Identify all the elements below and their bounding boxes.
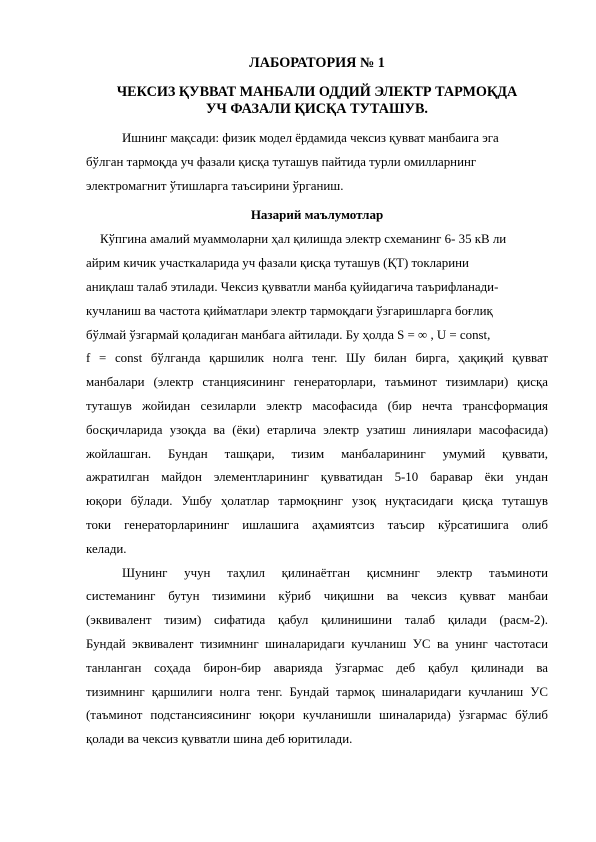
theory-paragraph-3 [86, 562, 548, 752]
lab-number-heading: ЛАБОРАТОРИЯ № 1 [249, 55, 385, 71]
theory-paragraph-1 [86, 228, 548, 347]
paragraph-line: тизимнинг қаршилиги нолга тенг. Бундай тармоқ шиналаридаги кучланиш УС [86, 684, 548, 699]
paragraph-line: токи генераторларининг ишлашига аҳамиятсиз таъсир кўрсатишига олиб [86, 517, 548, 532]
purpose-line: бўлган тармоқда уч фазали қисқа туташув пайтида турли омилларнинг [86, 154, 477, 169]
paragraph-line: аниқлаш талаб этилади. Чексиз қувватли манба қуйидагича таърифланади- [86, 279, 499, 294]
paragraph-line: кучланиш ва частота қийматлари электр тармоқдаги ўзгаришларга боғлиқ [86, 303, 493, 318]
paragraph-line: бўлмай ўзгармай қоладиган манбага айтилади. Бу ҳолда S = ∞ , U = const, [86, 327, 491, 342]
paragraph-line: келади. [86, 541, 127, 556]
paragraph-line: f = const бўлганда қаршилик нолга тенг. Шу билан бирга, ҳақиқий қувват [86, 351, 548, 366]
paragraph-line: айрим кичик участкаларида уч фазали қисқа туташув (ҚТ) токларини [86, 256, 469, 271]
theory-paragraph-2 [86, 347, 548, 561]
paragraph-line: (эквивалент тизим) сифатида қабул қилинишини талаб қилади (расм-2). [86, 613, 548, 628]
paragraph-line: қолади ва чексиз қувватли шина деб юритилади. [86, 732, 353, 747]
paragraph-line: танланган соҳада бирон-бир аварияда ўзгармас деб қабул қилинади ва [86, 660, 548, 675]
document-title [80, 84, 554, 118]
paragraph-line: босқичларида узоқда ва (ёки) етарлича электр узатиш линиялари масофасида) [86, 422, 548, 437]
paragraph-line: ажратилган майдон элементларининг қувватидан 5-10 баравар ёки ундан [86, 470, 548, 485]
purpose-paragraph [86, 127, 548, 198]
title-line-2: УЧ ФАЗАЛИ ҚИСҚА ТУТАШУВ. [206, 101, 428, 117]
paragraph-line: юқори бўлади. Ушбу ҳолатлар тармоқнинг узоқ нуқтасидаги қисқа туташув [86, 494, 548, 509]
paragraph-line: манбалари (электр станциясининг генераторлари, таъминот тизимлари) қисқа [86, 375, 548, 390]
purpose-line: электромагнит ўтишларга таъсирини ўрганиш. [86, 178, 344, 193]
document-page [86, 54, 548, 752]
paragraph-line: системанинг бутун тизимини кўриб чиқишни ва чексиз қувват манбаи [86, 589, 548, 604]
paragraph-line: Шунинг учун таҳлил қилинаётган қисмнинг электр таъминоти [122, 565, 548, 580]
paragraph-line: (таъминот подстансиясининг юқори кучланишли шиналарида) ўзгармас бўлиб [86, 708, 548, 723]
section-heading: Назарий маълумотлар [250, 207, 384, 223]
title-line-1: ЧЕКСИЗ ҚУВВАТ МАНБАЛИ ОДДИЙ ЭЛЕКТР ТАРМОҚДА [116, 84, 518, 100]
paragraph-line: Бундай эквивалент тизимнинг шиналаридаги кучланиш УС ва унинг частотаси [86, 636, 548, 651]
paragraph-line: туташув жойидан сезиларли электр масофасида (бир нечта трансформация [86, 398, 548, 413]
paragraph-line: жойлашган. Бундан ташқари, тизим манбаларининг умумий қуввати, [86, 446, 548, 461]
purpose-line: Ишнинг мақсади: физик модел ёрдамида чексиз қувват манбаига эга [122, 131, 499, 145]
paragraph-line: Кўпгина амалий муаммоларни ҳал қилишда электр схеманинг 6- 35 кВ ли [100, 232, 507, 247]
